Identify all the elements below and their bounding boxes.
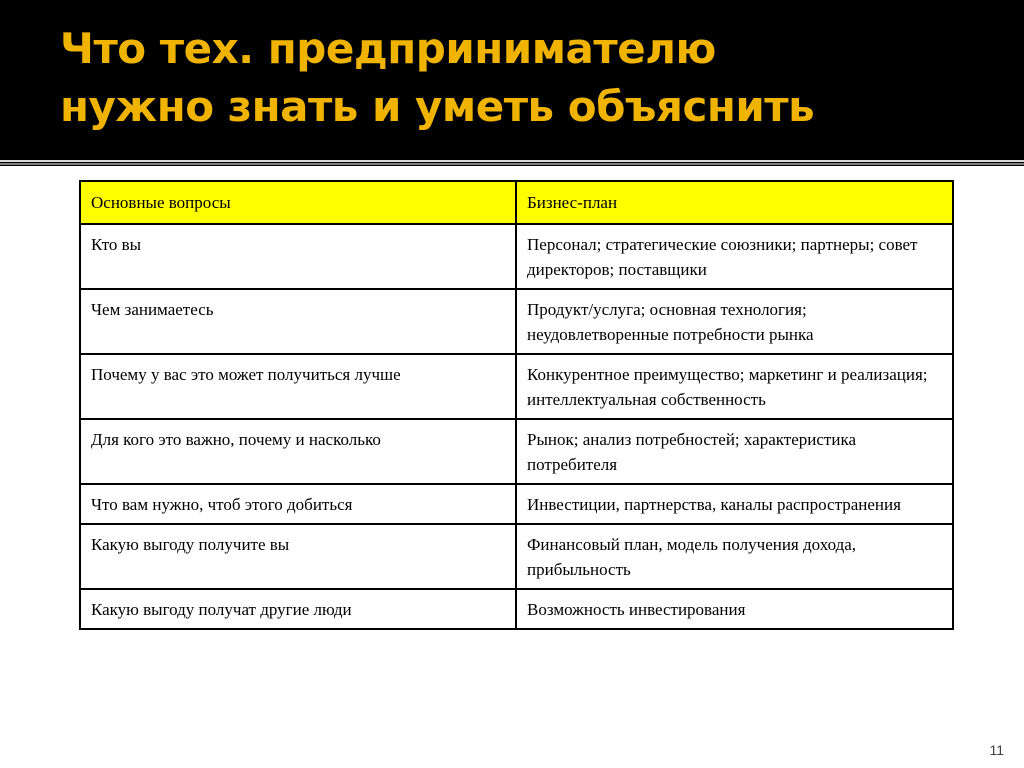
question-cell: Для кого это важно, почему и насколько (80, 419, 516, 484)
slide-title-line-1: Что тех. предпринимателю (60, 24, 716, 73)
header-cell-business-plan: Бизнес-план (516, 181, 953, 224)
business-plan-table (79, 180, 954, 630)
answer-cell: Инвестиции, партнерства, каналы распространения (516, 484, 953, 524)
question-cell: Что вам нужно, чтоб этого добиться (80, 484, 516, 524)
divider-light (0, 160, 1024, 162)
question-cell: Кто вы (80, 224, 516, 289)
answer-cell: Возможность инвестирования (516, 589, 953, 629)
answer-cell: Рынок; анализ потребностей; характеристика потребителя (516, 419, 953, 484)
table-header-row (80, 181, 953, 224)
content-area (0, 166, 1024, 768)
question-cell: Почему у вас это может получиться лучше (80, 354, 516, 419)
slide-title (60, 20, 1000, 136)
question-cell: Какую выгоду получите вы (80, 524, 516, 589)
page-number: 11 (989, 742, 1004, 758)
header-cell-questions: Основные вопросы (80, 181, 516, 224)
answer-cell: Конкурентное преимущество; маркетинг и реализация; интеллектуальная собственность (516, 354, 953, 419)
answer-cell: Продукт/услуга; основная технология; неудовлетворенные потребности рынка (516, 289, 953, 354)
question-cell: Какую выгоду получат другие люди (80, 589, 516, 629)
table-row (80, 354, 953, 419)
table-row (80, 524, 953, 589)
table-row (80, 289, 953, 354)
answer-cell: Финансовый план, модель получения дохода, прибыльность (516, 524, 953, 589)
title-band (0, 0, 1024, 160)
table-row (80, 484, 953, 524)
divider-dark (0, 163, 1024, 165)
table-row (80, 224, 953, 289)
slide-title-line-2: нужно знать и уметь объяснить (60, 82, 815, 131)
question-cell: Чем занимаетесь (80, 289, 516, 354)
answer-cell: Персонал; стратегические союзники; партнеры; совет директоров; поставщики (516, 224, 953, 289)
table-row (80, 589, 953, 629)
table-row (80, 419, 953, 484)
